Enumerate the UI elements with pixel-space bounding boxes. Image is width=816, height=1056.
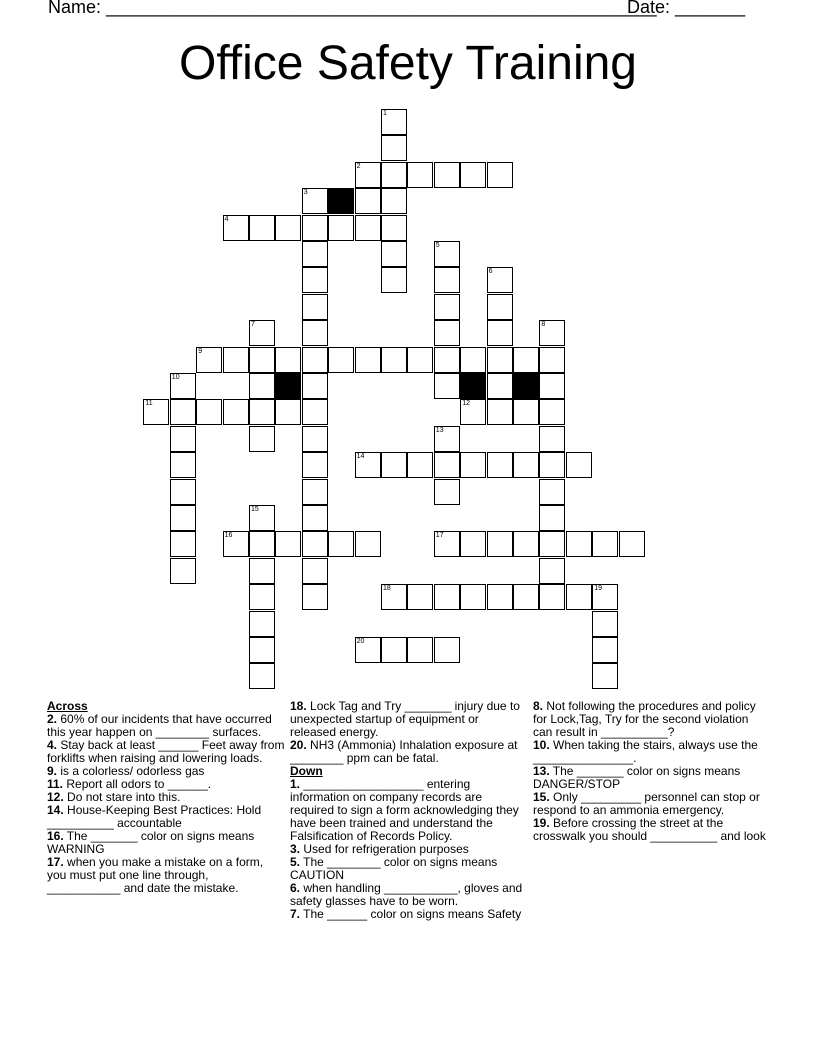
clue-item-text: when handling ___________, gloves and safety glasses have to be worn. <box>290 881 523 908</box>
clue-number: 15 <box>251 506 259 513</box>
grid-cell[interactable] <box>170 452 196 478</box>
grid-cell[interactable] <box>487 399 513 425</box>
grid-cell[interactable] <box>539 320 565 346</box>
grid-cell[interactable] <box>539 399 565 425</box>
clue-item-text: Not following the procedures and policy for Lock,Tag, Try for the second violation can result in __________? <box>533 699 756 739</box>
clue-item <box>290 700 528 739</box>
clue-item <box>290 778 528 843</box>
grid-cell[interactable] <box>487 320 513 346</box>
grid-cell[interactable] <box>196 347 222 373</box>
clue-item-text: __________________ entering information on company records are required to sign a form acknowledging they have been trained and understand the Falsification of Records Policy. <box>290 777 519 843</box>
grid-cell[interactable] <box>592 611 618 637</box>
grid-cell[interactable] <box>487 162 513 188</box>
grid-cell[interactable] <box>434 320 460 346</box>
grid-cell[interactable] <box>539 373 565 399</box>
grid-cell[interactable] <box>407 637 433 663</box>
grid-cell[interactable] <box>170 558 196 584</box>
clue-item-text: when you make a mistake on a form, you must put one line through, ___________ and date the mistake. <box>47 855 264 895</box>
grid-cell[interactable] <box>170 399 196 425</box>
grid-cell[interactable] <box>539 505 565 531</box>
grid-cell[interactable] <box>302 505 328 531</box>
clue-number: 18 <box>383 585 391 593</box>
grid-cell[interactable] <box>619 531 645 557</box>
clue-item-text: is a colorless/ odorless gas <box>57 764 205 778</box>
grid-cell[interactable] <box>328 347 354 373</box>
grid-cell[interactable] <box>143 399 169 425</box>
clue-item-text: House-Keeping Best Practices: Hold __________ accountable <box>47 803 262 830</box>
grid-cell[interactable] <box>539 452 565 478</box>
grid-cell[interactable] <box>302 267 328 293</box>
grid-cell[interactable] <box>275 215 301 241</box>
clue-column-3 <box>533 700 771 843</box>
grid-cell[interactable] <box>223 347 249 373</box>
grid-cell[interactable] <box>249 531 275 557</box>
grid-cell[interactable] <box>302 426 328 452</box>
grid-cell[interactable] <box>302 399 328 425</box>
grid-cell[interactable] <box>539 426 565 452</box>
grid-cell[interactable] <box>592 531 618 557</box>
grid-cell[interactable] <box>460 162 486 188</box>
clue-number: 1 <box>383 110 387 117</box>
clue-number: 14 <box>356 453 365 461</box>
grid-cell[interactable] <box>434 241 460 267</box>
grid-cell[interactable] <box>302 347 328 373</box>
grid-cell[interactable] <box>355 637 381 663</box>
grid-cell[interactable] <box>434 637 460 663</box>
grid-cell[interactable] <box>539 584 565 610</box>
clue-item-number: 12. <box>47 790 64 804</box>
clue-item-text: The _______ color on signs means DANGER/STOP <box>533 764 741 791</box>
clue-item <box>47 856 285 895</box>
grid-cell[interactable] <box>487 373 513 399</box>
grid-cell[interactable] <box>487 584 513 610</box>
grid-cell[interactable] <box>407 162 433 188</box>
grid-cell[interactable] <box>566 452 592 478</box>
grid-cell[interactable] <box>460 452 486 478</box>
grid-cell[interactable] <box>302 584 328 610</box>
clue-item-number: 6. <box>290 881 301 895</box>
grid-cell[interactable] <box>170 505 196 531</box>
grid-cell[interactable] <box>249 558 275 584</box>
grid-cell[interactable] <box>381 267 407 293</box>
clue-number: 12 <box>462 400 470 408</box>
name-field-label[interactable]: Name: _______________________________________________________ <box>48 0 657 17</box>
clue-item-number: 8. <box>533 699 544 713</box>
grid-cell[interactable] <box>434 531 460 557</box>
clue-item <box>47 804 285 830</box>
clue-column-1 <box>47 700 285 895</box>
grid-cell[interactable] <box>170 479 196 505</box>
clue-number: 16 <box>224 532 233 540</box>
clue-number: 10 <box>171 374 180 381</box>
grid-cell[interactable] <box>355 531 381 557</box>
grid-cell[interactable] <box>249 663 275 689</box>
clue-item-text: NH3 (Ammonia) Inhalation exposure at ________ ppm can be fatal. <box>290 738 518 765</box>
clue-number: 19 <box>594 585 602 593</box>
clue-item <box>533 739 771 765</box>
grid-cell[interactable] <box>513 452 539 478</box>
grid-cell[interactable] <box>592 584 618 610</box>
grid-cell[interactable] <box>539 531 565 557</box>
grid-cell[interactable] <box>434 426 460 452</box>
grid-cell[interactable] <box>170 531 196 557</box>
grid-cell[interactable] <box>302 531 328 557</box>
grid-cell[interactable] <box>460 531 486 557</box>
clue-item <box>290 908 528 921</box>
grid-cell[interactable] <box>407 584 433 610</box>
page-title: Office Safety Training <box>178 37 637 90</box>
grid-cell[interactable] <box>328 531 354 557</box>
grid-cell[interactable] <box>434 373 460 399</box>
clue-item <box>533 765 771 791</box>
clue-number: 17 <box>435 532 444 540</box>
clue-number: 6 <box>488 268 493 276</box>
grid-cell[interactable] <box>355 188 381 214</box>
grid-cell[interactable] <box>381 188 407 214</box>
grid-cell[interactable] <box>381 162 407 188</box>
clue-number: 13 <box>435 426 444 434</box>
grid-cell[interactable] <box>302 479 328 505</box>
clue-item-number: 3. <box>290 842 301 856</box>
date-field-label[interactable]: Date: _______ <box>627 0 746 17</box>
grid-cell[interactable] <box>355 215 381 241</box>
section-heading-down: Down <box>290 764 323 778</box>
clue-item-text: When taking the stairs, always use the _______________. <box>533 738 758 765</box>
grid-cell[interactable] <box>223 531 249 557</box>
grid-cell[interactable] <box>460 399 486 425</box>
grid-cell[interactable] <box>381 347 407 373</box>
grid-cell[interactable] <box>487 267 513 293</box>
grid-cell[interactable] <box>513 347 539 373</box>
grid-cell[interactable] <box>275 347 301 373</box>
clue-item-number: 7. <box>290 907 301 921</box>
grid-cell[interactable] <box>249 347 275 373</box>
grid-cell[interactable] <box>355 347 381 373</box>
grid-cell[interactable] <box>223 215 249 241</box>
grid-cell[interactable] <box>355 162 381 188</box>
clue-number: 7 <box>251 321 255 329</box>
grid-cell[interactable] <box>407 452 433 478</box>
grid-cell[interactable] <box>539 479 565 505</box>
clue-item <box>47 713 285 739</box>
grid-cell[interactable] <box>249 611 275 637</box>
clue-item-number: 11. <box>47 777 64 791</box>
grid-cell[interactable] <box>249 505 275 531</box>
clue-item <box>290 882 528 908</box>
grid-cell[interactable] <box>275 531 301 557</box>
clue-number: 11 <box>145 400 153 408</box>
grid-cell[interactable] <box>249 399 275 425</box>
clue-item-number: 4. <box>47 738 58 752</box>
grid-cell[interactable] <box>434 452 460 478</box>
section-heading-across: Across <box>47 699 88 713</box>
grid-cell[interactable] <box>381 135 407 161</box>
clue-number: 4 <box>224 215 229 223</box>
clue-item-text: Report all odors to ______. <box>63 777 212 791</box>
clue-item-text: The _______ color on signs means WARNING <box>47 829 255 856</box>
grid-cell[interactable] <box>328 215 354 241</box>
clue-item-text: The ______ color on signs means Safety <box>300 907 522 921</box>
clue-item-number: 14. <box>47 803 64 817</box>
grid-cell[interactable] <box>223 399 249 425</box>
clue-item-text: Stay back at least ______ Feet away from forklifts when raising and lowering loads. <box>47 738 285 765</box>
grid-cell[interactable] <box>487 347 513 373</box>
clue-number: 2 <box>356 162 361 170</box>
clue-column-2 <box>290 700 528 921</box>
grid-cell[interactable] <box>539 558 565 584</box>
clue-number: 9 <box>198 347 203 355</box>
grid-cell[interactable] <box>460 347 486 373</box>
grid-cell[interactable] <box>592 663 618 689</box>
clue-item-text: The ________ color on signs means CAUTION <box>290 855 498 882</box>
clue-number: 5 <box>435 242 440 249</box>
grid-cell[interactable] <box>592 637 618 663</box>
clue-item-number: 18. <box>290 699 307 713</box>
grid-cell[interactable] <box>434 267 460 293</box>
grid-cell[interactable] <box>434 584 460 610</box>
grid-cell[interactable] <box>434 294 460 320</box>
clue-item-text: Before crossing the street at the crosswalk you should __________ and look <box>533 816 766 843</box>
clue-item-number: 10. <box>533 738 550 752</box>
clue-number: 8 <box>541 321 546 329</box>
grid-cell[interactable] <box>460 584 486 610</box>
grid-cell[interactable] <box>566 584 592 610</box>
clue-item <box>533 817 771 843</box>
grid-cell[interactable] <box>355 452 381 478</box>
grid-cell[interactable] <box>434 347 460 373</box>
grid-cell[interactable] <box>566 531 592 557</box>
clue-item-number: 19. <box>533 816 550 830</box>
clue-item <box>47 830 285 856</box>
grid-cell[interactable] <box>170 426 196 452</box>
grid-cell[interactable] <box>302 373 328 399</box>
grid-cell[interactable] <box>249 584 275 610</box>
clue-item-number: 1. <box>290 777 301 791</box>
grid-cell[interactable] <box>381 637 407 663</box>
clue-item-number: 2. <box>47 712 58 726</box>
grid-cell[interactable] <box>249 373 275 399</box>
grid-cell[interactable] <box>381 109 407 135</box>
black-square <box>513 373 539 399</box>
grid-cell[interactable] <box>407 347 433 373</box>
clue-item-text: Lock Tag and Try _______ injury due to unexpected startup of equipment or released energy. <box>290 699 520 739</box>
grid-cell[interactable] <box>196 399 222 425</box>
grid-cell[interactable] <box>513 584 539 610</box>
grid-cell[interactable] <box>381 452 407 478</box>
grid-cell[interactable] <box>487 531 513 557</box>
grid-cell[interactable] <box>487 294 513 320</box>
clue-item <box>290 856 528 882</box>
grid-cell[interactable] <box>249 426 275 452</box>
grid-cell[interactable] <box>487 452 513 478</box>
grid-cell[interactable] <box>381 215 407 241</box>
clue-number: 20 <box>356 638 365 645</box>
clue-item-text: 60% of our incidents that have occurred this year happen on ________ surfaces. <box>47 712 272 739</box>
grid-cell[interactable] <box>381 584 407 610</box>
grid-cell[interactable] <box>434 479 460 505</box>
grid-cell[interactable] <box>249 215 275 241</box>
grid-cell[interactable] <box>249 637 275 663</box>
grid-cell[interactable] <box>302 188 328 214</box>
black-square <box>328 188 354 214</box>
clue-item-text: Only _________ personnel can stop or respond to an ammonia emergency. <box>533 790 760 817</box>
clue-item-number: 17. <box>47 855 64 869</box>
grid-cell[interactable] <box>539 347 565 373</box>
grid-cell[interactable] <box>275 399 301 425</box>
grid-cell[interactable] <box>249 320 275 346</box>
grid-cell[interactable] <box>381 241 407 267</box>
clue-item <box>533 700 771 739</box>
clue-item-number: 15. <box>533 790 550 804</box>
clue-item <box>533 791 771 817</box>
grid-cell[interactable] <box>302 320 328 346</box>
clue-item <box>290 739 528 765</box>
grid-cell[interactable] <box>170 373 196 399</box>
grid-cell[interactable] <box>434 162 460 188</box>
black-square <box>275 373 301 399</box>
clue-item-number: 16. <box>47 829 64 843</box>
grid-cell[interactable] <box>302 294 328 320</box>
grid-cell[interactable] <box>513 531 539 557</box>
grid-cell[interactable] <box>302 215 328 241</box>
clue-item-number: 13. <box>533 764 550 778</box>
grid-cell[interactable] <box>302 241 328 267</box>
clue-item-number: 5. <box>290 855 301 869</box>
grid-cell[interactable] <box>302 452 328 478</box>
clue-item-text: Used for refrigeration purposes <box>300 842 469 856</box>
clue-item-number: 20. <box>290 738 307 752</box>
grid-cell[interactable] <box>302 558 328 584</box>
clue-item-number: 9. <box>47 764 58 778</box>
clue-number: 3 <box>303 189 308 197</box>
grid-cell[interactable] <box>513 399 539 425</box>
clue-item-text: Do not stare into this. <box>63 790 181 804</box>
black-square <box>460 373 486 399</box>
clue-item <box>47 739 285 765</box>
